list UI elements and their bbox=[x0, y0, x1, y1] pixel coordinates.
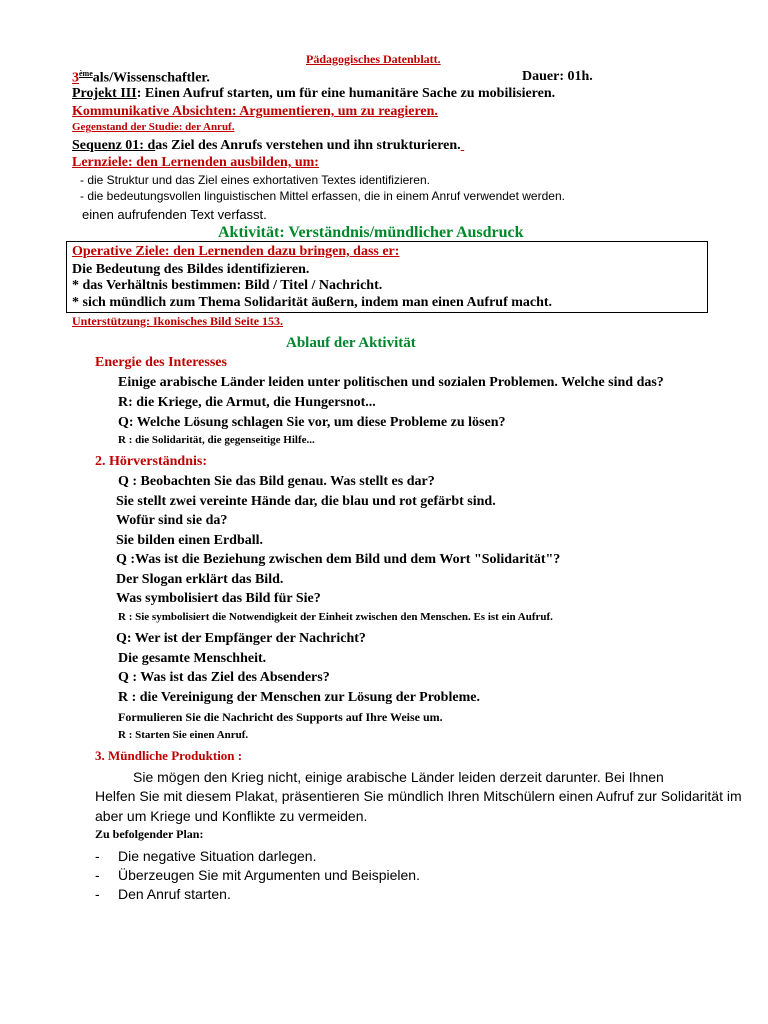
procedure-title: Ablauf der Aktivität bbox=[286, 335, 416, 351]
section-2-title: 2. Hörverständnis: bbox=[95, 454, 207, 469]
operative-goal-1: Die Bedeutung des Bildes identifizieren. bbox=[72, 262, 310, 277]
support-line: Unterstützung: Ikonisches Bild Seite 153. bbox=[72, 314, 284, 328]
activity-title: Aktivität: Verständnis/mündlicher Ausdruck bbox=[218, 224, 524, 241]
plan-item: Den Anruf starten. bbox=[118, 886, 231, 902]
plan-bullet: - bbox=[95, 867, 100, 883]
project-label: Projekt III bbox=[72, 86, 137, 101]
study-subject: Gegenstand der Studie: der Anruf. bbox=[72, 121, 235, 133]
plan-item: Die negative Situation darlegen. bbox=[118, 848, 317, 864]
section-2-line: Die gesamte Menschheit. bbox=[118, 651, 267, 666]
sequence-line bbox=[72, 138, 467, 154]
class-superscript: ème bbox=[79, 69, 93, 78]
production-paragraph-line: Sie mögen den Krieg nicht, einige arabische Länder leiden derzeit darunter. Bei Ihnen bbox=[133, 769, 664, 785]
section-2-line: R : die Vereinigung der Menschen zur Lösung der Probleme. bbox=[118, 690, 480, 705]
section-2-line: Q : Beobachten Sie das Bild genau. Was stellt es dar? bbox=[118, 474, 435, 489]
learning-goals-title: Lernziele: den Lernenden ausbilden, um: bbox=[72, 155, 319, 170]
section-1-line: Q: Welche Lösung schlagen Sie vor, um diese Probleme zu lösen? bbox=[118, 415, 506, 430]
plan-bullet: - bbox=[95, 848, 100, 864]
duration: Dauer: 01h. bbox=[522, 69, 593, 84]
section-3-title: 3. Mündliche Produktion : bbox=[95, 748, 243, 763]
plan-title: Zu befolgender Plan: bbox=[95, 827, 204, 841]
project-text: : Einen Aufruf starten, um für eine humanitäre Sache zu mobilisieren. bbox=[136, 86, 556, 101]
section-2-line: Der Slogan erklärt das Bild. bbox=[116, 572, 284, 587]
section-2-line: Was symbolisiert das Bild für Sie? bbox=[116, 591, 321, 606]
class-number: 3 bbox=[72, 70, 79, 86]
section-2-line: R : Starten Sie einen Anruf. bbox=[118, 729, 249, 741]
operative-goal-2: * das Verhältnis bestimmen: Bild / Titel / Nachricht. bbox=[72, 278, 383, 293]
section-2-line: Sie bilden einen Erdball. bbox=[116, 533, 264, 548]
communicative-intentions: Kommunikative Absichten: Argumentieren, um zu reagieren. bbox=[72, 104, 438, 119]
sequence-text: as Ziel des Anrufs verstehen und ihn strukturieren. bbox=[155, 138, 461, 153]
learning-goal-1: - die Struktur und das Ziel eines exhortativen Textes identifizieren. bbox=[80, 173, 430, 187]
section-1-line: Einige arabische Länder leiden unter politischen und sozialen Problemen. Welche sind das? bbox=[118, 375, 664, 390]
production-paragraph-line: Helfen Sie mit diesem Plakat, präsentieren Sie mündlich Ihren Mitschülern einen Aufruf zur Solidarität im bbox=[95, 788, 742, 804]
section-1-line: R: die Kriege, die Armut, die Hungersnot... bbox=[118, 395, 376, 410]
section-1-title: Energie des Interesses bbox=[95, 355, 227, 370]
plan-bullet: - bbox=[95, 886, 100, 902]
operative-goal-3: * sich mündlich zum Thema Solidarität äußern, indem man einen Aufruf macht. bbox=[72, 295, 553, 310]
page-title: Pädagogisches Datenblatt. bbox=[306, 52, 441, 66]
sequence-mark bbox=[461, 138, 467, 154]
learning-goal-2: - die bedeutungsvollen linguistischen Mittel erfassen, die in einem Anruf verwendet werden. bbox=[80, 189, 565, 203]
section-2-line: Sie stellt zwei vereinte Hände dar, die blau und rot gefärbt sind. bbox=[116, 494, 496, 509]
section-2-line: Formulieren Sie die Nachricht des Supports auf Ihre Weise um. bbox=[118, 710, 443, 724]
sequence-label: Sequenz 01: d bbox=[72, 138, 156, 153]
project-line bbox=[72, 86, 555, 102]
section-1-line: R : die Solidarität, die gegenseitige Hilfe... bbox=[118, 434, 315, 446]
plan-item: Überzeugen Sie mit Argumenten und Beispielen. bbox=[118, 867, 420, 883]
section-2-line: Wofür sind sie da? bbox=[116, 513, 228, 528]
section-2-line: Q: Wer ist der Empfänger der Nachricht? bbox=[116, 631, 366, 646]
class-name: als/Wissenschaftler. bbox=[92, 70, 210, 86]
learning-goal-3: einen aufrufenden Text verfasst. bbox=[82, 207, 267, 222]
section-2-line: R : Sie symbolisiert die Notwendigkeit der Einheit zwischen den Menschen. Es ist ein Aufruf. bbox=[118, 611, 553, 623]
operative-goals-title: Operative Ziele: den Lernenden dazu bringen, dass er: bbox=[72, 244, 400, 259]
class-line bbox=[72, 69, 210, 87]
section-2-line: Q :Was ist die Beziehung zwischen dem Bild und dem Wort "Solidarität"? bbox=[116, 552, 561, 567]
section-2-line: Q : Was ist das Ziel des Absenders? bbox=[118, 670, 330, 685]
production-paragraph-line: aber um Kriege und Konflikte zu vermeiden. bbox=[95, 808, 368, 824]
